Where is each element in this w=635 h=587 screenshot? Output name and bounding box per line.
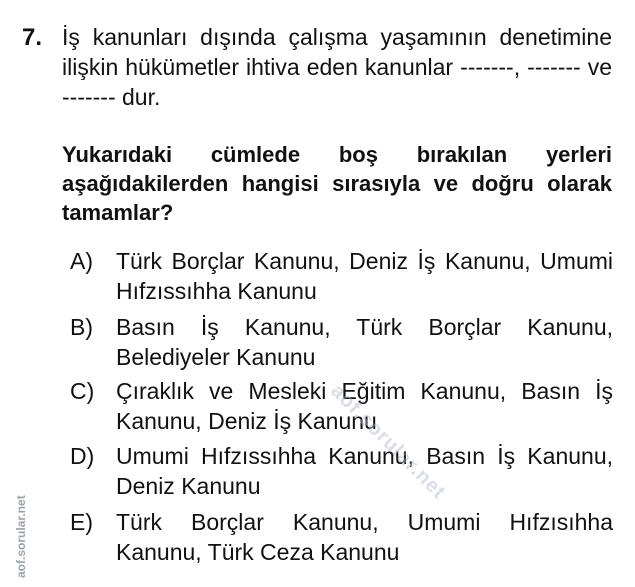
question-prompt: Yukarıdaki cümlede boş bırakılan yerleri aşağıdakilerden hangisi sırasıyla ve doğru olarak tamamlar? — [62, 142, 612, 225]
option-text: Türk Borçlar Kanunu, Deniz İş Kanunu, Umumi Hıfzıssıhha Kanunu — [116, 248, 613, 304]
option-letter: A) — [70, 248, 93, 274]
option-text: Basın İş Kanunu, Türk Borçlar Kanunu, Belediyeler Kanunu — [116, 314, 613, 370]
question-number: 7. — [22, 24, 43, 51]
option-text: Çıraklık ve Mesleki Eğitim Kanunu, Basın İş Kanunu, Deniz İş Kanunu — [116, 378, 613, 434]
option-text: Türk Borçlar Kanunu, Umumi Hıfzısıhha Kanunu, Türk Ceza Kanunu — [116, 509, 613, 565]
option-text: Umumi Hıfzıssıhha Kanunu, Basın İş Kanunu, Deniz Kanunu — [116, 443, 613, 499]
option-letter: D) — [70, 443, 95, 469]
question-stem: İş kanunları dışında çalışma yaşamının denetimine ilişkin hükümetler ihtiva eden kanunlar -------, ------- ve ------- dur. — [62, 24, 612, 110]
option-letter: E) — [70, 509, 93, 535]
option-letter: C) — [70, 378, 95, 404]
option-letter: B) — [70, 314, 93, 340]
watermark-side: aof.sorular.net — [14, 495, 28, 578]
watermark-diagonal: aof.sorular.net — [326, 380, 451, 504]
